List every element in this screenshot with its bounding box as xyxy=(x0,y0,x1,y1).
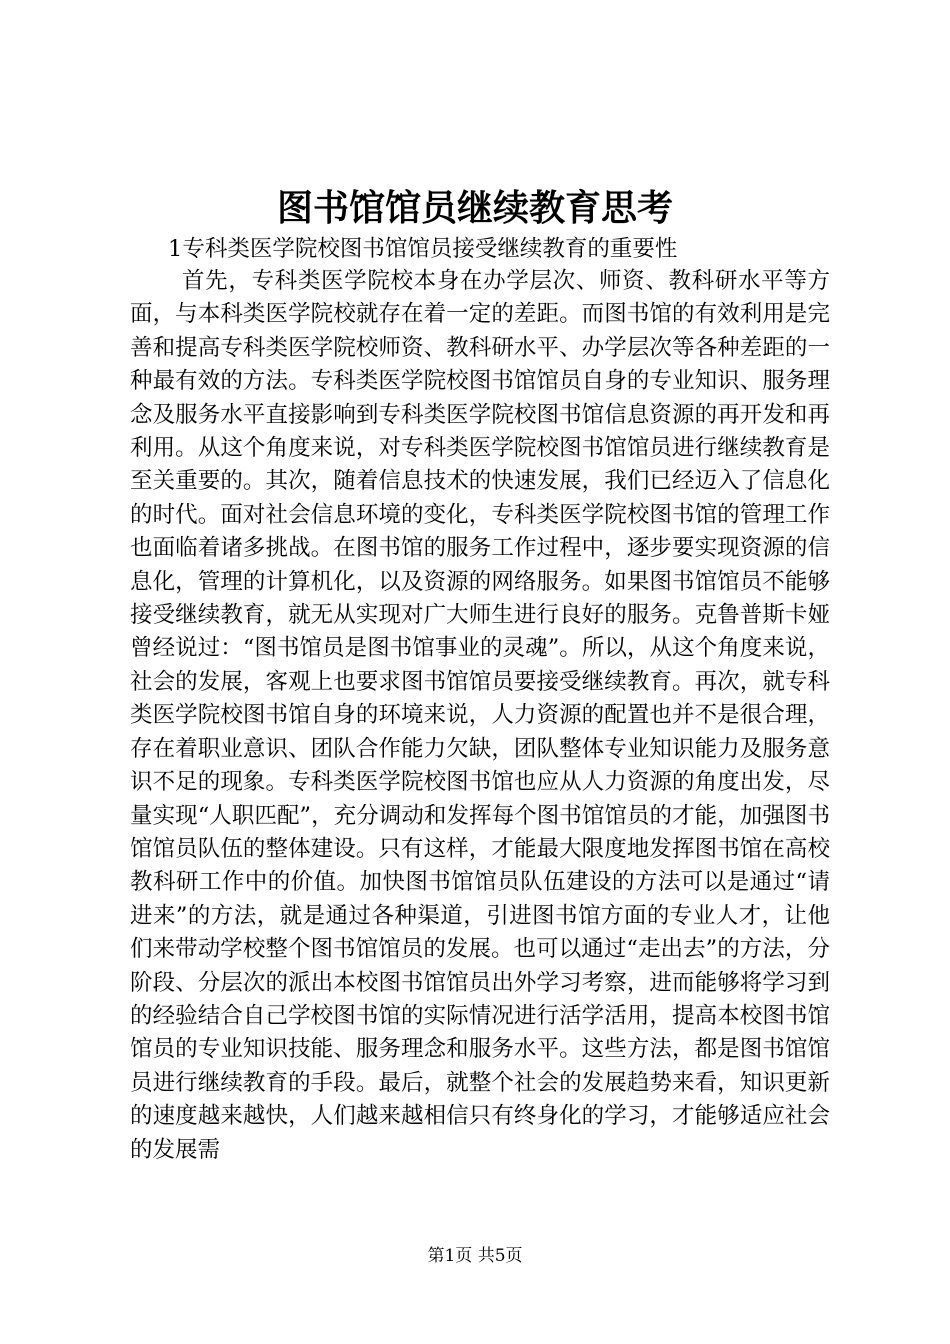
page-number: 第1页 共5页 xyxy=(427,1246,523,1266)
section-heading: 1专科类医学院校图书馆馆员接受继续教育的重要性 xyxy=(168,236,678,262)
page-title: 图书馆馆员继续教育思考 xyxy=(276,187,673,229)
body-paragraph: 首先，专科类医学院校本身在办学层次、师资、教科研水平等方面，与本科类医学院校就存在着一定的差距。而图书馆的有效利用是完善和提高专科类医学院校师资、教科研水平、办学层次等各种差距的一种最有效的方法。专科类医学院校图书馆馆员自身的专业知识、服务理念及服务水平直接影响到专科类医学院校图书馆信息资源的再开发和再利用。从这个角度来说，对专科类医学院校图书馆馆员进行继续教育是至关重要的。其次，随着信息技术的快速发展，我们已经迈入了信息化的时代。面对社会信息环境的变化，专科类医学院校图书馆的管理工作也面临着诸多挑战。在图书馆的服务工作过程中，逐步要实现资源的信息化，管理的计算机化，以及资源的网络服务。如果图书馆馆员不能够接受继续教育，就无从实现对广大师生进行良好的服务。克鲁普斯卡娅曾经说过：“图书馆员是图书馆事业的灵魂”。所以，从这个角度来说，社会的发展，客观上也要求图书馆馆员要接受继续教育。再次，就专科类医学院校图书馆自身的环境来说，人力资源的配置也并不是很合理，存在着职业意识、团队合作能力欠缺，团队整体专业知识能力及服务意识不足的现象。专科类医学院校图书馆也应从人力资源的角度出发，尽量实现“人职匹配”，充分调动和发挥每个图书馆馆员的才能，加强图书馆馆员队伍的整体建设。只有这样，才能最大限度地发挥图书馆在高校教科研工作中的价值。加快图书馆馆员队伍建设的方法可以是通过“请进来”的方法，就是通过各种渠道，引进图书馆方面的专业人才，让他们来带动学校整个图书馆馆员的发展。也可以通过“走出去”的方法，分阶段、分层次的派出本校图书馆馆员出外学习考察，进而能够将学习到的经验结合自己学校图书馆的实际情况进行活学活用，提高本校图书馆馆员的专业知识技能、服务理念和服务水平。这些方法，都是图书馆馆员进行继续教育的手段。最后，就整个社会的发展趋势来看，知识更新的速度越来越快，人们越来越相信只有终身化的学习，才能够适应社会的发展需 xyxy=(130,268,830,1163)
